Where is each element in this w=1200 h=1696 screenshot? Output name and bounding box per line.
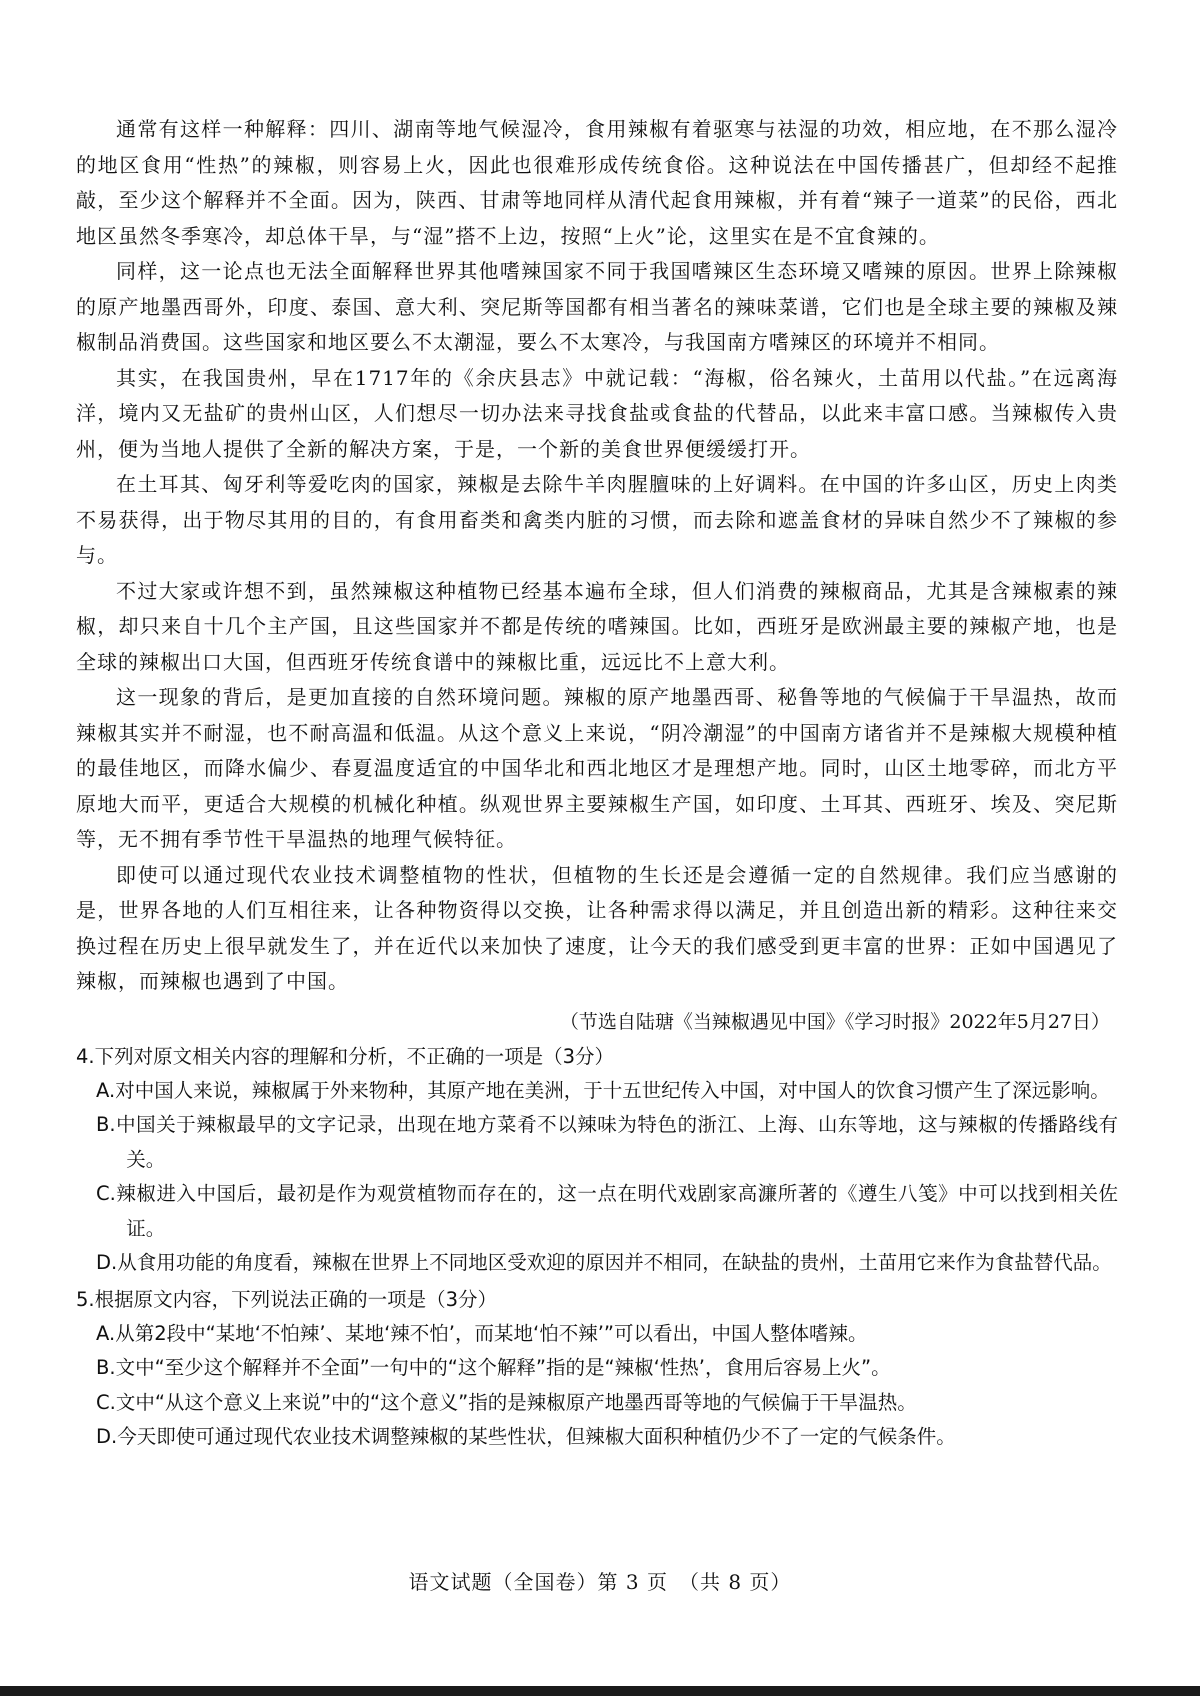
passage-paragraph-1: 通常有这样一种解释：四川、湖南等地气候湿冷，食用辣椒有着驱寒与祛湿的功效，相应地，在不那么湿冷的地区食用“性热”的辣椒，则容易上火，因此也很难形成传统食俗。这种说法在中国传播甚广，但却经不起推敲，至少这个解释并不全面。因为，陕西、甘肃等地同样从清代起食用辣椒，并有着“辣子一道菜”的民俗，西北地区虽然冬季寒冷，却总体干旱，与“湿”搭不上边，按照“上火”论，这里实在是不宜食辣的。 [76, 117, 1118, 248]
question-5-stem: 5.根据原文内容，下列说法正确的一项是（3分） [76, 1287, 498, 1311]
question-5-option-c: C.文中“从这个意义上来说”中的“这个意义”指的是辣椒原产地墨西哥等地的气候偏于干旱温热。 [96, 1390, 917, 1414]
passage-paragraph-7: 即使可以通过现代农业技术调整植物的性状，但植物的生长还是会遵循一定的自然规律。我们应当感谢的是，世界各地的人们互相往来，让各种物资得以交换，让各种需求得以满足，并且创造出新的精彩。这种往来交换过程在历史上很早就发生了，并在近代以来加快了速度，让今天的我们感受到更丰富的世界：正如中国遇见了辣椒，而辣椒也遇到了中国。 [76, 862, 1118, 993]
question-5-option-a: A.从第2段中“某地‘不怕辣’、某地‘辣不怕’，而某地‘怕不辣’”可以看出，中国人整体嗜辣。 [96, 1321, 868, 1345]
question-4-option-a: A.对中国人来说，辣椒属于外来物种，其原产地在美洲，于十五世纪传入中国，对中国人的饮食习惯产生了深远影响。 [96, 1078, 1110, 1102]
question-4-option-c: C.辣椒进入中国后，最初是作为观赏植物而存在的，这一点在明代戏剧家高濂所著的《遵生八笺》中可以找到相关佐证。 [96, 1182, 1118, 1240]
exam-page [76, 112, 1118, 1455]
passage-paragraph-2: 同样，这一论点也无法全面解释世界其他嗜辣国家不同于我国嗜辣区生态环境又嗜辣的原因。世界上除辣椒的原产地墨西哥外，印度、泰国、意大利、突尼斯等国都有相当著名的辣味菜谱，它们也是全球主要的辣椒及辣椒制品消费国。这些国家和地区要么不太潮湿，要么不太寒冷，与我国南方嗜辣区的环境并不相同。 [76, 259, 1118, 354]
reading-passage [76, 112, 1118, 1000]
passage-paragraph-6: 这一现象的背后，是更加直接的自然环境问题。辣椒的原产地墨西哥、秘鲁等地的气候偏于干旱温热，故而辣椒其实并不耐湿，也不耐高温和低温。从这个意义上来说，“阴冷潮湿”的中国南方诸省并不是辣椒大规模种植的最佳地区，而降水偏少、春夏温度适宜的中国华北和西北地区才是理想产地。同时，山区土地零碎，而北方平原地大而平，更适合大规模的机械化种植。纵观世界主要辣椒生产国，如印度、土耳其、西班牙、埃及、突尼斯等，无不拥有季节性干旱温热的地理气候特征。 [76, 685, 1118, 851]
question-5-option-d: D.今天即使可通过现代农业技术调整辣椒的某些性状，但辣椒大面积种植仍少不了一定的气候条件。 [96, 1425, 956, 1448]
question-4-option-d: D.从食用功能的角度看，辣椒在世界上不同地区受欢迎的原因并不相同，在缺盐的贵州，土苗用它来作为食盐替代品。 [96, 1251, 1112, 1274]
question-5 [76, 1283, 1118, 1455]
page-footer: 语文试题（全国卷）第 3 页 （共 8 页） [408, 1570, 792, 1594]
question-5-option-b: B.文中“至少这个解释并不全面”一句中的“这个解释”指的是“辣椒‘性热’，食用后容易上火”。 [96, 1356, 891, 1379]
passage-paragraph-4: 在土耳其、匈牙利等爱吃肉的国家，辣椒是去除牛羊肉腥膻味的上好调料。在中国的许多山区，历史上肉类不易获得，出于物尽其用的目的，有食用畜类和禽类内脏的习惯，而去除和遮盖食材的异味自然少不了辣椒的参与。 [76, 472, 1118, 567]
question-4-stem: 4.下列对原文相关内容的理解和分析，不正确的一项是（3分） [76, 1044, 615, 1068]
question-4 [76, 1040, 1118, 1281]
question-4-option-b: B.中国关于辣椒最早的文字记录，出现在地方菜肴不以辣味为特色的浙江、上海、山东等地，这与辣椒的传播路线有关。 [96, 1113, 1118, 1171]
scan-bottom-edge [0, 1686, 1200, 1696]
passage-paragraph-5: 不过大家或许想不到，虽然辣椒这种植物已经基本遍布全球，但人们消费的辣椒商品，尤其是含辣椒素的辣椒，却只来自十几个主产国，且这些国家并不都是传统的嗜辣国。比如，西班牙是欧洲最主要的辣椒产地，也是全球的辣椒出口大国，但西班牙传统食谱中的辣椒比重，远远比不上意大利。 [76, 578, 1118, 674]
passage-paragraph-3: 其实，在我国贵州，早在1717年的《余庆县志》中就记载：“海椒，俗名辣火，土苗用以代盐。”在远离海洋，境内又无盐矿的贵州山区，人们想尽一切办法来寻找食盐或食盐的代替品，以此来丰富口感。当辣椒传入贵州，便为当地人提供了全新的解决方案，于是，一个新的美食世界便缓缓打开。 [76, 365, 1118, 461]
passage-source: （节选自陆瑭《当辣椒遇见中国》《学习时报》2022年5月27日） [559, 1010, 1110, 1033]
